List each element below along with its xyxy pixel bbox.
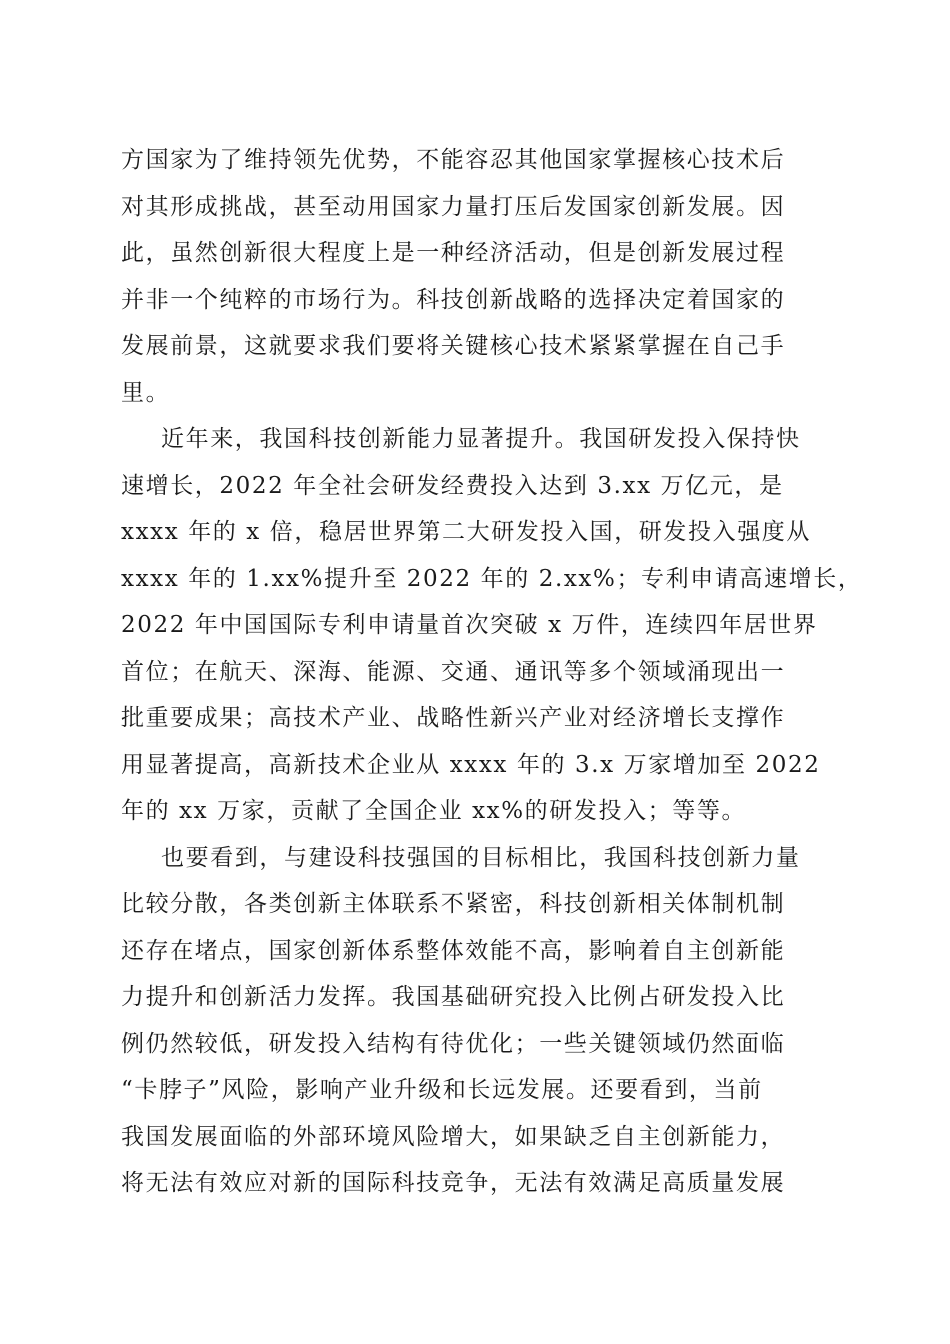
- text-line: xxxx 年的 1.xx%提升至 2022 年的 2.xx%；专利申请高速增长，: [121, 565, 863, 592]
- text-line: 发展前景，这就要求我们要将关键核心技术紧紧掌握在自己手: [121, 333, 786, 359]
- text-line: 力提升和创新活力发挥。我国基础研究投入比例占研发投入比: [121, 984, 786, 1010]
- text-line: 速增长，2022 年全社会研发经费投入达到 3.xx 万亿元，是: [121, 472, 784, 499]
- text-line: 将无法有效应对新的国际科技竞争，无法有效满足高质量发展: [121, 1170, 786, 1196]
- text-line: “卡脖子”风险，影响产业升级和长远发展。还要看到，当前: [121, 1077, 763, 1103]
- text-line: 此，虽然创新很大程度上是一种经济活动，但是创新发展过程: [121, 240, 786, 266]
- text-line: 还存在堵点，国家创新体系整体效能不高，影响着自主创新能: [121, 937, 786, 964]
- text-line: 例仍然较低，研发投入结构有待优化；一些关键领域仍然面临: [121, 1030, 786, 1057]
- text-line: 2022 年中国国际专利申请量首次突破 x 万件，连续四年居世界: [121, 612, 818, 638]
- body-text: [121, 137, 863, 1207]
- text-line: 里。: [121, 379, 171, 406]
- text-line: 用显著提高，高新技术企业从 xxxx 年的 3.x 万家增加至 2022: [121, 751, 821, 778]
- text-line: 年的 xx 万家，贡献了全国企业 xx%的研发投入；等等。: [121, 798, 747, 824]
- text-line: 首位；在航天、深海、能源、交通、通讯等多个领域涌现出一: [121, 658, 786, 685]
- text-line: 批重要成果；高技术产业、战略性新兴产业对经济增长支撑作: [121, 705, 786, 731]
- text-line: 并非一个纯粹的市场行为。科技创新战略的选择决定着国家的: [121, 286, 786, 313]
- paragraph-first-line: 也要看到，与建设科技强国的目标相比，我国科技创新力量: [161, 844, 801, 871]
- text-line: xxxx 年的 x 倍，稳居世界第二大研发投入国，研发投入强度从: [121, 519, 811, 545]
- text-line: 对其形成挑战，甚至动用国家力量打压后发国家创新发展。因: [121, 193, 786, 220]
- text-line: 比较分散，各类创新主体联系不紧密，科技创新相关体制机制: [121, 891, 786, 917]
- paragraph-first-line: 近年来，我国科技创新能力显著提升。我国研发投入保持快: [161, 426, 801, 452]
- text-line: 我国发展面临的外部环境风险增大，如果缺乏自主创新能力，: [121, 1123, 786, 1150]
- text-line: 方国家为了维持领先优势，不能容忍其他国家掌握核心技术后: [121, 147, 786, 173]
